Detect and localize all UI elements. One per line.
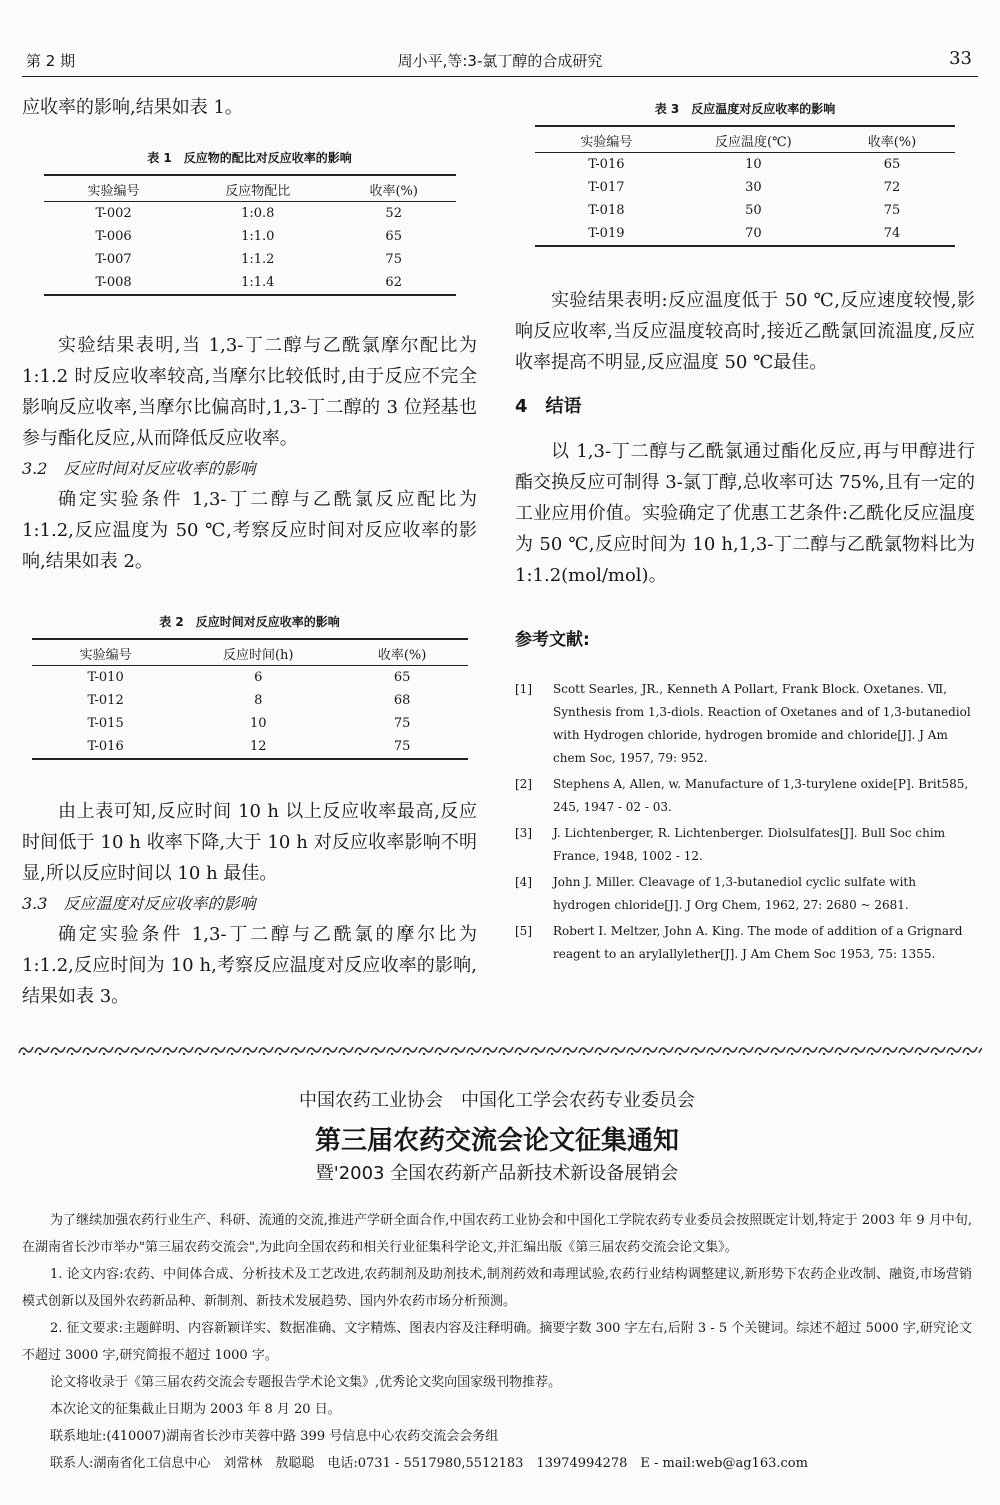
reference-item bbox=[515, 822, 975, 868]
table-2-grid bbox=[32, 638, 468, 760]
table-cell: 1:1.2 bbox=[241, 252, 275, 267]
left-column bbox=[22, 92, 477, 1012]
notice-contact-person: 联系人:湖南省化工信息中心 刘常林 敖聪聪 电话:0731 - 5517980,5512183 13974994278 E - mail:web@ag163.com bbox=[50, 1456, 808, 1471]
notice-organizers: 中国农药工业协会 中国化工学会农药专业委员会 bbox=[299, 1090, 695, 1111]
table-3-grid bbox=[535, 125, 955, 247]
table-cell: 72 bbox=[883, 180, 901, 195]
notice-paragraph: 论文将收录于《第三届农药交流会专题报告学术论文集》,优秀论文奖向国家级刊物推荐。 bbox=[50, 1375, 562, 1390]
table-cell: 1:1.0 bbox=[241, 229, 275, 244]
notice-subtitle: 暨'2003 全国农药新产品新技术新设备展销会 bbox=[315, 1163, 679, 1184]
table-cell: T-002 bbox=[95, 206, 132, 221]
section-3-2-paragraph: 确定实验条件 1,3-丁二醇与乙酰氯反应配比为 1:1.2,反应温度为 50 ℃,考察反应时间对反应收率的影响,结果如表 2。 bbox=[22, 489, 477, 572]
reference-item bbox=[515, 773, 975, 819]
section-3-3-heading: 3.3 反应温度对反应收率的影响 bbox=[22, 894, 256, 913]
notice-contact-address: 联系地址:(410007)湖南省长沙市芙蓉中路 399 号信息中心农药交流会会务组 bbox=[50, 1429, 499, 1444]
table-1-grid bbox=[44, 174, 456, 296]
right-column bbox=[515, 100, 975, 969]
reference-item bbox=[515, 678, 975, 770]
table-cell: 75 bbox=[883, 203, 901, 218]
notice-paragraph: 1. 论文内容:农药、中间体合成、分析技术及工艺改进,农药制剂及助剂技术,制剂药效和毒理试验,农药行业结构调整建议,新形势下农药企业改制、融资,市场营销模式创新以及国外农药新品种、新制剂、新技术发展趋势、国内外农药市场分析预测。 bbox=[22, 1267, 972, 1309]
table-row bbox=[32, 735, 468, 759]
intro-paragraph: 应收率的影响,结果如表 1。 bbox=[22, 97, 243, 118]
result-2-paragraph: 由上表可知,反应时间 10 h 以上反应收率最高,反应时间低于 10 h 收率下降,大于 10 h 对反应收率影响不明显,所以反应时间以 10 h 最佳。 bbox=[22, 801, 477, 884]
table-cell: 52 bbox=[385, 206, 402, 221]
reference-item bbox=[515, 871, 975, 917]
notice-title: 第三届农药交流会论文征集通知 bbox=[314, 1126, 679, 1156]
table-cell: T-007 bbox=[95, 252, 132, 267]
table-3-caption: 表 3 反应温度对反应收率的影响 bbox=[654, 102, 836, 116]
table-cell: T-019 bbox=[535, 222, 678, 246]
notice-paragraph: 2. 征文要求:主题鲜明、内容新颖详实、数据准确、文字精炼、图表内容及注释明确。摘要字数 300 字左右,后附 3 - 5 个关键词。综述不超过 5000 字,研究论文不超过 3000 字,研究简报不超过 1000 字。 bbox=[22, 1321, 972, 1363]
table-row bbox=[44, 271, 456, 295]
page-number: 33 bbox=[949, 48, 972, 69]
issue-label: 第 2 期 bbox=[26, 52, 76, 70]
table-cell: T-017 bbox=[588, 180, 625, 195]
header-rule bbox=[22, 76, 978, 77]
table-cell: T-015 bbox=[87, 716, 124, 731]
table-cell: 74 bbox=[829, 222, 955, 246]
reference-text: Scott Searles, JR., Kenneth A Pollart, Frank Block. Oxetanes. Ⅶ, Synthesis from 1,3-diols. Reaction of Oxetanes and of 1,3-butanediol with Hydrogen chloride, hydrogen bromide and chloride[J]. J Am chem Soc, 1957, 79: 952. bbox=[553, 682, 971, 765]
decorative-divider bbox=[18, 1042, 982, 1058]
table-cell: 65 bbox=[385, 229, 402, 244]
table-1-caption: 表 1 反应物的配比对反应收率的影响 bbox=[147, 151, 352, 165]
table-3 bbox=[515, 100, 975, 247]
table-cell: 10 bbox=[249, 716, 267, 731]
table-header-cell: 实验编号 bbox=[535, 126, 678, 153]
table-cell: 62 bbox=[332, 271, 456, 295]
result-1-paragraph: 实验结果表明,当 1,3-丁二醇与乙酰氯摩尔配比为 1:1.2 时反应收率较高,当摩尔比较低时,由于反应不完全影响反应收率,当摩尔比偏高时,1,3-丁二醇的 3 位羟基也参与酯化反应,从而降低反应收率。 bbox=[22, 335, 477, 449]
table-cell: T-012 bbox=[87, 693, 124, 708]
reference-text: Robert I. Meltzer, John A. King. The mode of addition of a Grignard reagent to an arylallylether[J]. J Am Chem Soc 1953, 75: 1355. bbox=[553, 924, 963, 961]
table-row bbox=[535, 199, 955, 222]
section-3-2-heading: 3.2 反应时间对反应收率的影响 bbox=[22, 459, 256, 478]
table-cell: 75 bbox=[337, 735, 468, 759]
reference-number: [5] bbox=[515, 924, 532, 938]
table-header-cell: 反应温度(℃) bbox=[678, 126, 829, 153]
running-title: 周小平,等:3-氯丁醇的合成研究 bbox=[397, 52, 603, 70]
table-header-cell: 实验编号 bbox=[44, 175, 184, 202]
reference-number: [4] bbox=[515, 875, 532, 889]
table-header-cell: 反应时间(h) bbox=[180, 639, 337, 666]
table-cell: T-018 bbox=[588, 203, 625, 218]
table-cell: T-008 bbox=[44, 271, 184, 295]
table-row bbox=[44, 225, 456, 248]
running-header bbox=[22, 50, 978, 76]
call-for-papers-notice bbox=[22, 1086, 972, 1477]
table-row bbox=[535, 153, 955, 177]
table-row bbox=[44, 248, 456, 271]
table-cell: 1:1.4 bbox=[184, 271, 332, 295]
table-cell: 68 bbox=[393, 693, 411, 708]
table-header-cell: 收率(%) bbox=[332, 175, 456, 202]
table-cell: 6 bbox=[254, 670, 263, 685]
section-3-3-paragraph: 确定实验条件 1,3-丁二醇与乙酰氯的摩尔比为 1:1.2,反应时间为 10 h,考察反应温度对反应收率的影响,结果如表 3。 bbox=[22, 924, 477, 1007]
table-cell: 8 bbox=[254, 693, 263, 708]
table-2 bbox=[22, 613, 477, 760]
table-cell: 70 bbox=[678, 222, 829, 246]
notice-paragraph: 本次论文的征集截止日期为 2003 年 8 月 20 日。 bbox=[50, 1402, 341, 1417]
table-header-cell: 收率(%) bbox=[337, 639, 468, 666]
table-1 bbox=[22, 149, 477, 296]
table-header-cell: 收率(%) bbox=[829, 126, 955, 153]
reference-text: John J. Miller. Cleavage of 1,3-butanediol cyclic sulfate with hydrogen chloride[J]. J Org Chem, 1962, 27: 2680 ~ 2681. bbox=[553, 875, 916, 912]
table-2-caption: 表 2 反应时间对反应收率的影响 bbox=[159, 615, 340, 629]
conclusion-paragraph: 以 1,3-丁二醇与乙酰氯通过酯化反应,再与甲醇进行酯交换反应可制得 3-氯丁醇,总收率可达 75%,且有一定的工业应用价值。实验确定了优惠工艺条件:乙酰化反应温度为 50 ℃,反应时间为 10 h,1,3-丁二醇与乙酰氯物料比为 1:1.2(mol/mol)。 bbox=[515, 441, 975, 586]
table-cell: T-006 bbox=[95, 229, 132, 244]
table-row bbox=[32, 689, 468, 712]
reference-item bbox=[515, 920, 975, 966]
references-list bbox=[515, 678, 975, 966]
table-cell: 1:0.8 bbox=[241, 206, 275, 221]
table-cell: 65 bbox=[883, 157, 901, 172]
table-cell: 50 bbox=[745, 203, 762, 218]
table-cell: 65 bbox=[393, 670, 411, 685]
table-row bbox=[535, 222, 955, 246]
table-cell: 12 bbox=[180, 735, 337, 759]
references-title: 参考文献: bbox=[515, 630, 590, 650]
table-cell: T-010 bbox=[87, 670, 124, 685]
table-cell: 30 bbox=[745, 180, 762, 195]
table-row bbox=[535, 176, 955, 199]
table-cell: 75 bbox=[385, 252, 402, 267]
table-row bbox=[32, 712, 468, 735]
result-3-paragraph: 实验结果表明:反应温度低于 50 ℃,反应速度较慢,影响反应收率,当反应温度较高时,接近乙酰氯回流温度,反应收率提高不明显,反应温度 50 ℃最佳。 bbox=[515, 290, 975, 373]
table-row bbox=[32, 666, 468, 690]
reference-text: Stephens A, Allen, w. Manufacture of 1,3-turylene oxide[P]. Brit585, 245, 1947 - 02 - 03. bbox=[553, 777, 969, 814]
table-row bbox=[44, 202, 456, 226]
section-4-heading: 4 结语 bbox=[515, 396, 582, 417]
table-header-cell: 反应物配比 bbox=[184, 175, 332, 202]
reference-text: J. Lichtenberger, R. Lichtenberger. Diolsulfates[J]. Bull Soc chim France, 1948, 1002 - 12. bbox=[553, 826, 946, 863]
table-cell: T-016 bbox=[588, 157, 625, 172]
table-header-cell: 实验编号 bbox=[32, 639, 180, 666]
reference-number: [3] bbox=[515, 826, 532, 840]
table-cell: 10 bbox=[745, 157, 762, 172]
reference-number: [2] bbox=[515, 777, 532, 791]
reference-number: [1] bbox=[515, 682, 532, 696]
notice-paragraph: 为了继续加强农药行业生产、科研、流通的交流,推进产学研全面合作,中国农药工业协会和中国化工学院农药专业委员会按照既定计划,特定于 2003 年 9 月中旬,在湖南省长沙市举办"第三届农药交流会",为此向全国农药和相关行业征集科学论文,并汇编出版《第三届农药交流会论文集》。 bbox=[22, 1213, 972, 1255]
table-cell: T-016 bbox=[32, 735, 180, 759]
table-cell: 75 bbox=[393, 716, 411, 731]
